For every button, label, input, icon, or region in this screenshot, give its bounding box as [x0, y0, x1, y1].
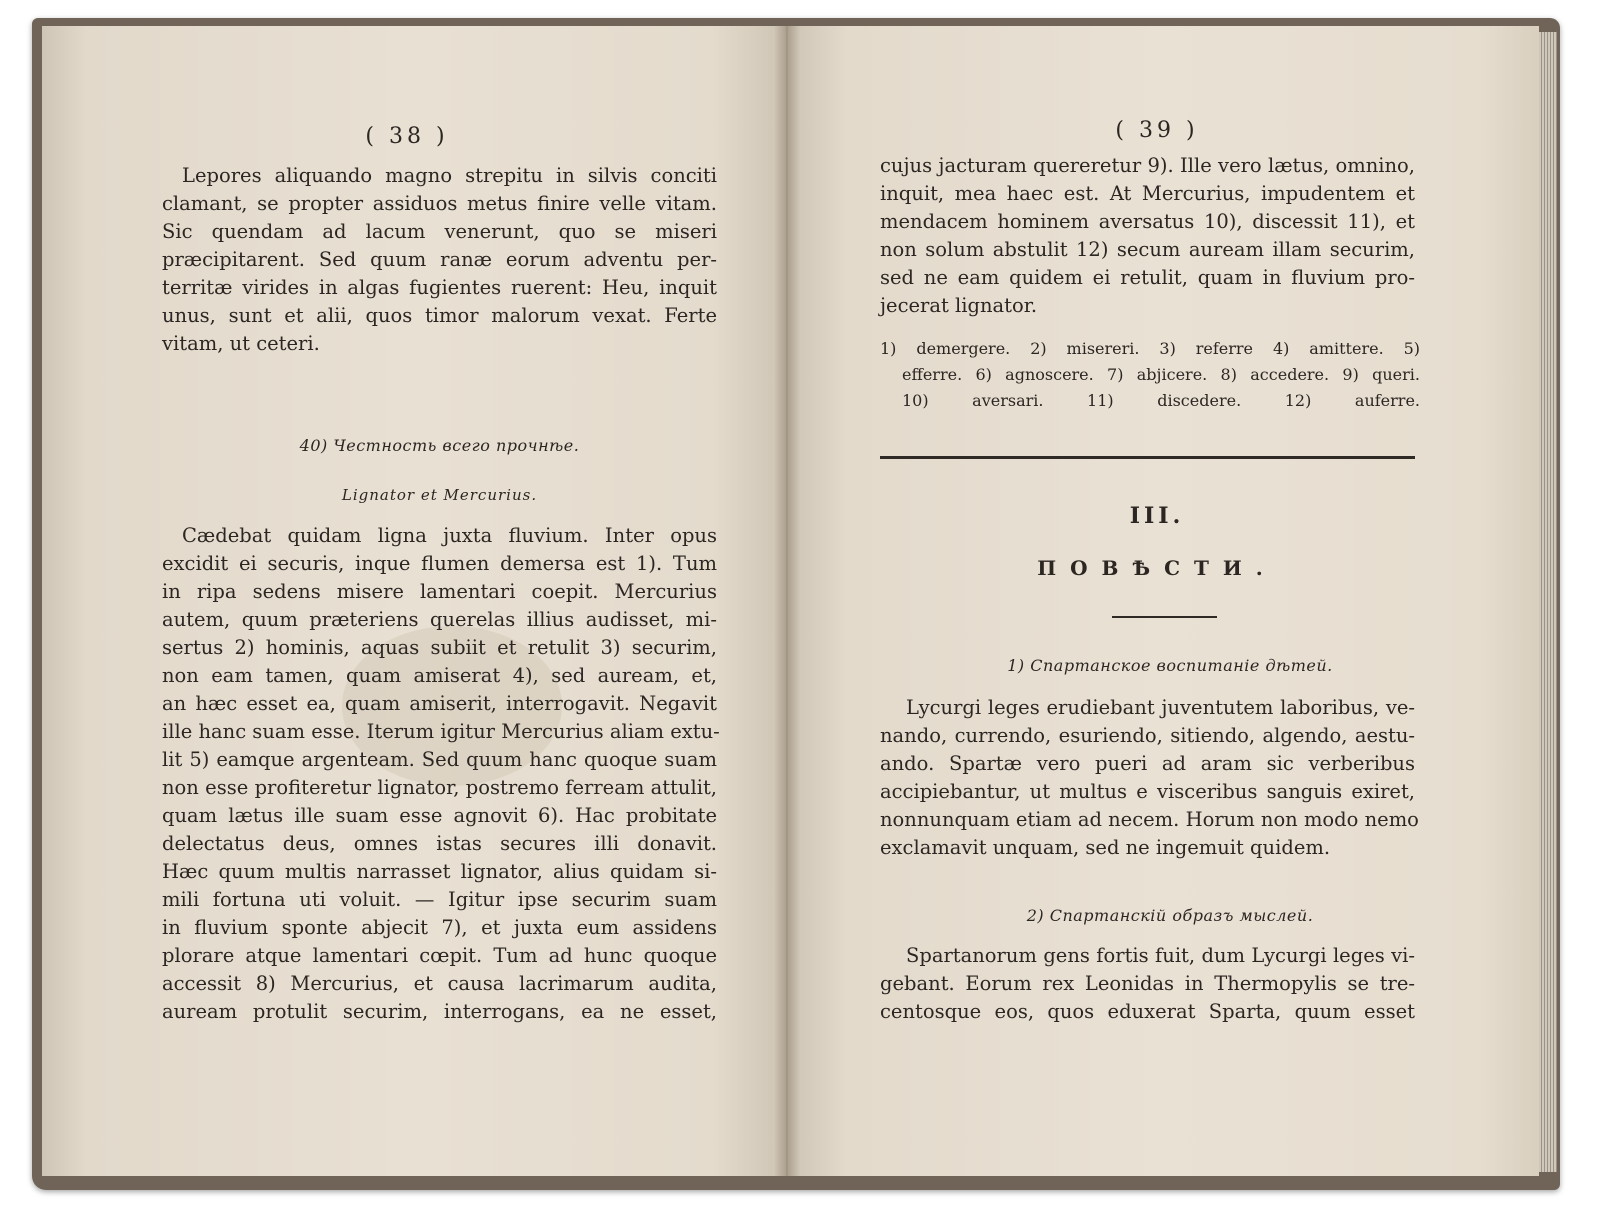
right-page [787, 26, 1539, 1176]
text-line: lit 5) eamque argenteam. Sed quum hanc quoque suam [162, 748, 717, 771]
fable-paragraph-lepores [162, 162, 717, 358]
text-line: cujus jacturam quereretur 9). Ille vero lætus, omnino, [880, 154, 1415, 177]
page-number-left: ( 38 ) [365, 124, 449, 149]
text-line: autem, quum præteriens querelas illius audisset, mi- [162, 608, 717, 631]
text-line: excidit ei securis, inque flumen demersa est 1). Tum [162, 552, 717, 575]
footnotes [880, 336, 1420, 414]
text-line: unus, sunt et alii, quos timor malorum vexat. Ferte [162, 304, 717, 327]
footnote-line: 1) demergere. 2) misereri. 3) referre 4) amittere. 5) [880, 339, 1420, 358]
section-number: III. [1129, 503, 1185, 529]
story-heading-1: 1) Спартанское воспитанiе дѣтей. [1007, 656, 1333, 675]
text-line: nando, currendo, esuriendo, sitiendo, algendo, aestu- [880, 724, 1415, 747]
text-line: accipiebantur, ut multus e visceribus sanguis exiret, [880, 780, 1415, 803]
section-heading-latin: Lignator et Mercurius. [341, 486, 538, 504]
text-line: plorare atque lamentari cœpit. Tum ad hunc quoque [162, 944, 717, 967]
text-line: Lepores aliquando magno strepitu in silvis conciti [182, 164, 717, 187]
text-line: Spartanorum gens fortis fuit, dum Lycurgi leges vi- [906, 944, 1415, 967]
fable-paragraph-lignator [162, 522, 720, 1026]
page-number-right: ( 39 ) [1115, 118, 1199, 143]
text-line: nonnunquam etiam ad necem. Horum non modo nemo [880, 808, 1419, 831]
book-spine [774, 26, 800, 1176]
text-line: mendacem hominem aversatus 10), discessit 11), et [880, 210, 1415, 233]
section-heading-russian: 40) Честность всего прочнѣе. [299, 436, 580, 455]
footnote-line: efferre. 6) agnoscere. 7) abjicere. 8) accedere. 9) queri. [902, 365, 1420, 384]
section-title: ПОВѢСТИ. [1037, 556, 1277, 580]
left-page [42, 26, 787, 1176]
text-line: inquit, mea haec est. At Mercurius, impudentem et [880, 182, 1415, 205]
text-line: jecerat lignator. [880, 294, 1038, 317]
title-underline [1112, 616, 1217, 618]
text-line: Cædebat quidam ligna juxta fluvium. Inter opus [182, 524, 717, 547]
text-line: vitam, ut ceteri. [162, 332, 320, 355]
footnote-line: 10) aversari. 11) discedere. 12) auferre. [902, 391, 1420, 410]
text-line: ille hanc suam esse. Iterum igitur Mercurius aliam extu- [162, 720, 720, 743]
text-line: clamant, se propter assiduos metus finire velle vitam. [162, 192, 717, 215]
page-edges [1539, 32, 1557, 1172]
text-line: non eam tamen, quam amiserat 4), sed auream, et, [162, 664, 717, 687]
text-line: Sic quendam ad lacum venerunt, quo se miseri [162, 220, 717, 243]
text-line: in fluvium sponte abjecit 7), et juxta eum assidens [162, 916, 717, 939]
text-line: an hæc esset ea, quam amiserit, interrogavit. Negavit [162, 692, 717, 715]
text-line: delectatus deus, omnes istas secures illi donavit. [162, 832, 717, 855]
text-line: Lycurgi leges erudiebant juventutem laboribus, ve- [906, 696, 1415, 719]
text-line: quam lætus ille suam esse agnovit 6). Hac probitate [162, 804, 717, 827]
text-line: territæ virides in algas fugientes ruerent: Heu, inquit [162, 276, 717, 299]
text-line: exclamavit unquam, sed ne ingemuit quidem. [880, 836, 1331, 859]
text-line: mili fortuna uti voluit. — Igitur ipse securim suam [162, 888, 717, 911]
text-line: sed ne eam quidem ei retulit, quam in fluvium pro- [880, 266, 1415, 289]
story-heading-2: 2) Спартанскiй образъ мыслей. [1026, 906, 1314, 925]
text-line: sertus 2) hominis, aquas subiit et retulit 3) securim, [162, 636, 717, 659]
fable-paragraph-continued [880, 152, 1415, 320]
text-line: in ripa sedens misere lamentari coepit. Mercurius [162, 580, 717, 603]
text-line: Hæc quum multis narrasset lignator, alius quidam si- [162, 860, 717, 883]
text-line: non esse profiteretur lignator, postremo ferream attulit, [162, 776, 717, 799]
text-line: auream protulit securim, interrogans, ea ne esset, [162, 1000, 717, 1023]
text-line: gebant. Eorum rex Leonidas in Thermopylis se tre- [880, 972, 1415, 995]
text-line: præcipitarent. Sed quum ranæ eorum adventu per- [162, 248, 717, 271]
text-line: centosque eos, quos eduxerat Sparta, quum esset [880, 1000, 1415, 1023]
story-paragraph-1 [880, 694, 1419, 862]
text-line: ando. Spartæ vero pueri ad aram sic verberibus [880, 752, 1415, 775]
text-line: accessit 8) Mercurius, et causa lacrimarum audita, [162, 972, 717, 995]
story-paragraph-2 [880, 942, 1415, 1026]
book [32, 18, 1560, 1190]
text-line: non solum abstulit 12) secum auream illam securim, [880, 238, 1415, 261]
section-divider [880, 456, 1415, 459]
